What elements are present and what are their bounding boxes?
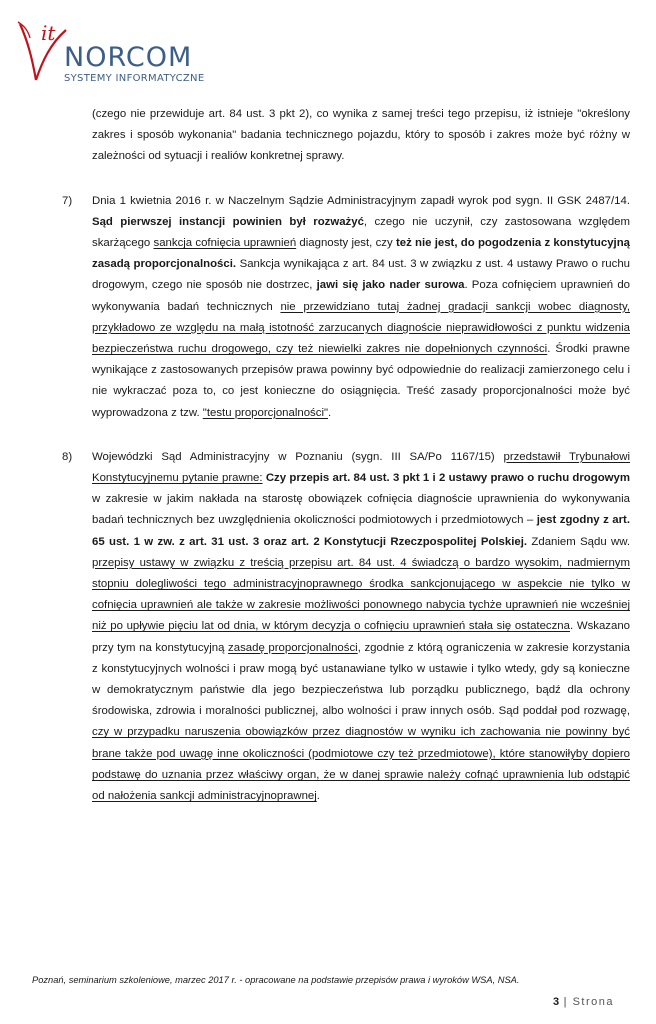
list-item-8	[62, 447, 630, 807]
text-run: Zdaniem Sądu ww.	[527, 535, 631, 548]
text-run: Wojewódzki Sąd Administracyjny w Poznaniu (sygn. III SA/Po 1167/15)	[92, 450, 504, 463]
intro-paragraph	[92, 104, 630, 168]
text-run: .	[328, 406, 332, 419]
page-number	[553, 996, 614, 1008]
logo-subtitle: SYSTEMY INFORMATYCZNE	[64, 73, 205, 84]
page-label: Strona	[572, 996, 614, 1008]
list-item-7	[62, 191, 630, 424]
bold-run: Czy przepis art. 84 ust. 3 pkt 1 i 2 ustawy prawo o ruchu drogowym	[265, 472, 631, 485]
text-run: .	[316, 790, 320, 803]
text-run: , czego nie uczynił, czy zastosowana względem skarżącego	[92, 215, 630, 250]
item-paragraph	[92, 447, 630, 807]
intro-text: (czego nie przewiduje art. 84 ust. 3 pkt 2), co wynika z samej treści tego przepisu, iż istnieje "określony zakres i sposób wykonania" badania technicznego pojazdu, który to sposób i zakres może być różny w zależności od sytuacji i realiów konkretnej sprawy.	[92, 108, 630, 163]
company-logo	[14, 18, 234, 88]
page-number-value: 3	[552, 996, 560, 1008]
underline-run: przedstawił Trybunałowi Konstytucyjnemu pytanie prawne:	[92, 450, 631, 485]
bold-run: jest zgodny z art. 65 ust. 1 w zw. z art. 31 ust. 3 oraz art. 2 Konstytucji Rzeczpospolitej Polskiej.	[92, 514, 631, 548]
underline-run: "testu proporcjonalności"	[202, 406, 329, 419]
underline-run: przepisy ustawy w związku z treścią przepisu art. 84 ust. 4 świadczą o bardzo wysokim, nadmiernym stopniu dolegliwości tego administracyjnoprawnego środka sankcjonującego w aspekcie nie tylko w cofnięcia uprawnień ale także w zakresie możliwości ponownego nabycia tychże uprawnień nie wcześniej niż po upływie pięciu lat od dnia, w którym decyzja o cofnięciu uprawnień stała się ostateczna	[92, 556, 630, 633]
text-run: . Środki prawne wynikające z zastosowanych przepisów prawa powinny być odpowiednie do realizacji zamierzonego celu i nie wykraczać poza to, co jest konieczne do osiągnięcia. Treść zasady proporcjonalności może być wyprowadzona z tzw.	[92, 343, 630, 419]
bold-run: Sąd pierwszej instancji powinien był rozważyć	[92, 215, 364, 228]
underline-run: nie przewidziano tutaj żadnej gradacji sankcji wobec diagnosty, przykładowo ze względu na małą istotność zarzucanych diagnoście nieprawidłowości z punktu widzenia bezpieczeństwa ruchu drogowego, czy też niewielki zakres nie dopełnionych czynności	[92, 300, 630, 356]
item-paragraph	[92, 191, 630, 424]
item-number: 8)	[62, 450, 73, 463]
logo-it-text: it	[41, 21, 56, 45]
text-run: , zgodnie z którą ograniczenia w zakresie korzystania z konstytucyjnych wolności i praw mogą być ustanawiane tylko w ustawie i tylko wtedy, gdy są konieczne w demokratycznym państwie dla jego bezpieczeństwa lub porządku publicznego, bądź dla ochrony środowiska, zdrowia i moralności publicznej, albo wolności i praw innych osób. Sąd poddał pod rozwagę,	[92, 641, 630, 718]
text-run: w zakresie w jakim nakłada na starostę obowiązek cofnięcia diagnoście uprawnienia do wykonywania badań technicznych bez uwzględnienia okoliczności podmiotowych i przedmiotowych –	[92, 493, 630, 527]
page-footer: Poznań, seminarium szkoleniowe, marzec 2017 r. - opracowane na podstawie przepisów prawa i wyroków WSA, NSA.	[32, 975, 520, 985]
page-separator: |	[563, 996, 569, 1008]
underline-run: zasadę proporcjonalności	[228, 641, 358, 654]
text-run: Dnia 1 kwietnia 2016 r. w Naczelnym Sądzie Administracyjnym zapadł wyrok pod sygn. II GSK 2487/14.	[92, 194, 630, 207]
text-run: . Poza cofnięciem uprawnień do wykonywania badań technicznych	[92, 279, 631, 313]
item-number: 7)	[62, 194, 73, 207]
logo-name: NORCOM	[64, 42, 193, 73]
underline-run: sankcja cofnięcia uprawnień	[153, 237, 297, 250]
document-body	[62, 104, 630, 807]
underline-run: czy w przypadku naruszenia obowiązków przez diagnostów w wyniku ich zachowania nie powinny być brane także pod uwagę inne okoliczności (podmiotowe czy też przedmiotowe), które stanowiłyby dopiero podstawę do uznania przez właściwy organ, że w danej sprawie należy cofnąć uprawnienia lub odstąpić od nałożenia sankcji administracyjnoprawnej	[92, 726, 630, 803]
bold-run: jawi się jako nader surowa	[316, 279, 465, 292]
text-run: diagnosty jest, czy	[296, 237, 396, 250]
text-run: . Wskazano przy tym na konstytucyjną	[92, 620, 630, 654]
text-run: Sankcja wynikająca z art. 84 ust. 3 w związku z ust. 4 ustawy Prawo o ruchu drogowym, czego nie sposób nie dostrzec,	[92, 258, 630, 292]
bold-run: też nie jest, do pogodzenia z konstytucyjną zasadą proporcjonalności.	[92, 237, 631, 271]
